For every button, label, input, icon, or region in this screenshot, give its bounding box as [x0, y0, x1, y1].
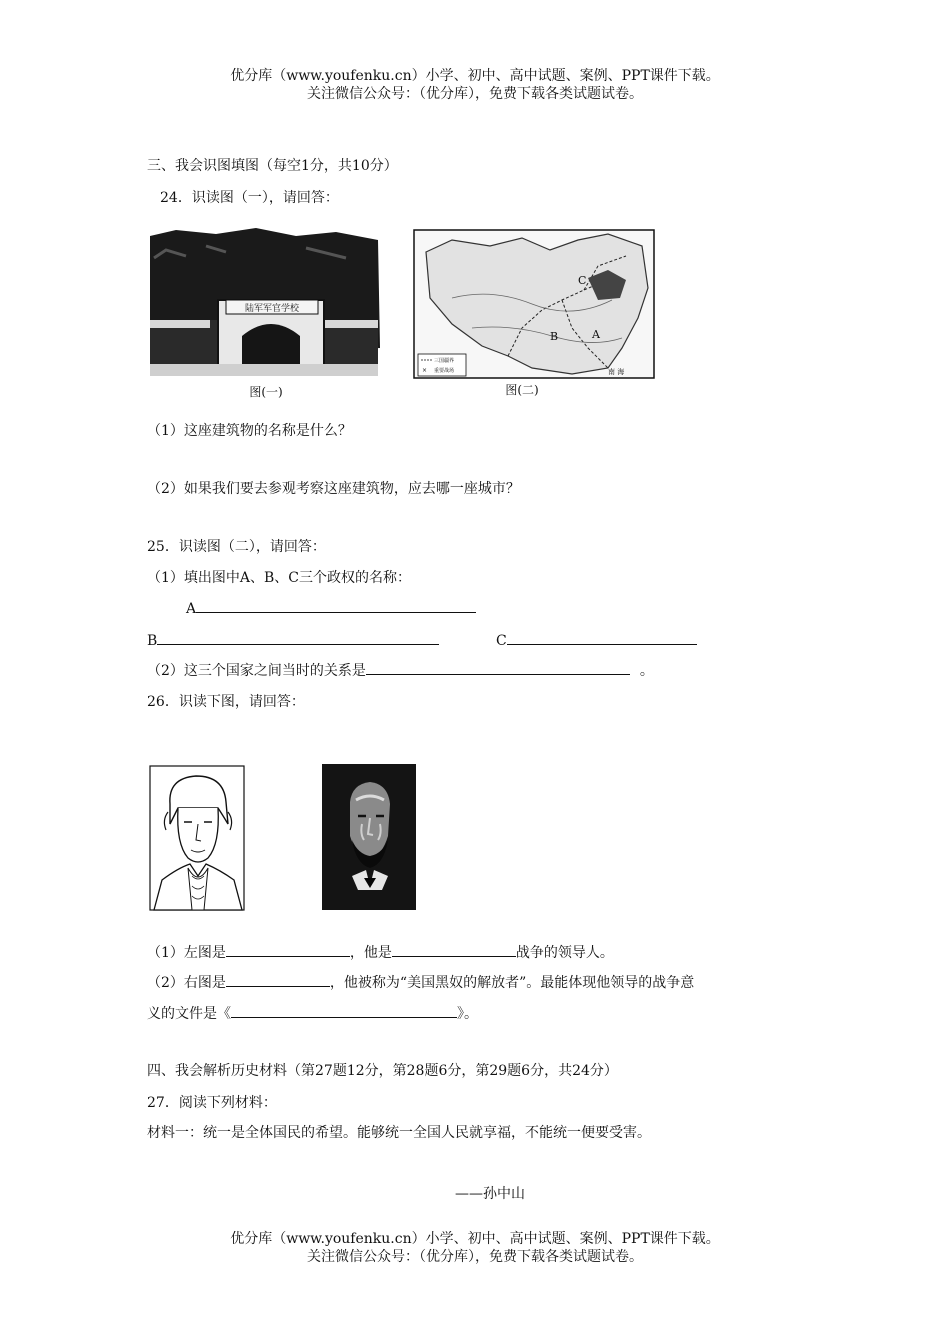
map-label-a: A	[592, 328, 600, 341]
q25-answer-c	[496, 630, 697, 651]
q24-sub1: （1）这座建筑物的名称是什么？	[147, 423, 352, 439]
q25-label-a: A	[186, 601, 197, 617]
map-legend-border: 三国疆界	[434, 358, 455, 364]
q26-sub1-text-c: 战争的领导人。	[515, 945, 614, 961]
figure-1-gate-sign: 陆军军官学校	[244, 304, 300, 314]
q25-blank-relation[interactable]	[366, 660, 630, 675]
q27-stem: 27．阅读下列材料：	[147, 1095, 277, 1111]
portrait-left-washington	[148, 764, 246, 912]
map-label-sea: 南 海	[608, 368, 625, 376]
q26-sub1	[147, 942, 614, 963]
q26-stem: 26．识读下图，请回答：	[147, 694, 305, 710]
svg-text:×: ×	[422, 367, 428, 374]
header-line-1: 优分库（www.youfenku.cn）小学、初中、高中试题、案例、PPT课件下载。	[230, 68, 720, 84]
q25-sub2	[147, 660, 654, 681]
q25-sub2-prefix: （2）这三个国家之间当时的关系是	[147, 663, 366, 679]
q26-blank-war[interactable]	[392, 942, 516, 957]
q25-blank-c[interactable]	[507, 630, 697, 645]
q26-blank-left-name[interactable]	[226, 942, 350, 957]
q25-blank-b[interactable]	[157, 630, 439, 645]
figure-1-gate-photo	[146, 228, 386, 406]
header-line-2: 关注微信公众号：（优分库），免费下载各类试题试卷。	[307, 86, 643, 102]
q26-sub2-continued	[147, 1003, 478, 1024]
q27-attribution: ——孙中山	[455, 1186, 525, 1202]
q25-stem: 25．识读图（二），请回答：	[147, 539, 326, 555]
q26-blank-right-name[interactable]	[226, 972, 330, 987]
q26-blank-document[interactable]	[231, 1003, 457, 1018]
figure-2-map	[412, 228, 656, 406]
q26-sub2-text-c: 义的文件是《	[147, 1006, 231, 1022]
q25-answer-a	[186, 598, 476, 619]
q25-sub1: （1）填出图中A、B、C三个政权的名称：	[147, 570, 412, 586]
q26-sub1-text-b: ，他是	[349, 945, 392, 961]
map-label-c: C	[578, 274, 587, 287]
q26-sub1-text-a: （1）左图是	[147, 945, 226, 961]
section-4-title: 四、我会解析历史材料（第27题12分，第28题6分，第29题6分，共24分）	[147, 1063, 618, 1079]
footer-line-2: 关注微信公众号：（优分库），免费下载各类试题试卷。	[307, 1249, 643, 1265]
figure-2-caption: 图(二)	[505, 383, 539, 397]
map-label-b: B	[550, 330, 559, 343]
q25-sub2-suffix: 。	[639, 663, 654, 679]
figure-1-caption: 图(一)	[249, 385, 283, 399]
q24-sub2: （2）如果我们要去参观考察这座建筑物，应去哪一座城市？	[147, 481, 520, 497]
q26-sub2	[147, 972, 694, 993]
q27-material-1: 材料一：统一是全体国民的希望。能够统一全国人民就享福，不能统一便要受害。	[147, 1125, 651, 1141]
q24-stem: 24．识读图（一），请回答：	[160, 190, 339, 206]
footer-line-1: 优分库（www.youfenku.cn）小学、初中、高中试题、案例、PPT课件下载。	[230, 1231, 720, 1247]
q26-sub2-text-d: 》。	[457, 1006, 478, 1022]
q25-answer-b	[147, 630, 439, 651]
q25-label-c: C	[496, 633, 507, 649]
map-legend-battle: 重要战场	[434, 368, 455, 374]
portrait-right-lincoln	[322, 764, 416, 910]
q26-sub2-text-b: ，他被称为“美国黑奴的解放者”。最能体现他领导的战争意	[329, 975, 695, 991]
q25-label-b: B	[147, 633, 158, 649]
section-3-title: 三、我会识图填图（每空1分，共10分）	[147, 158, 398, 174]
q26-sub2-text-a: （2）右图是	[147, 975, 226, 991]
q25-blank-a[interactable]	[196, 598, 476, 613]
